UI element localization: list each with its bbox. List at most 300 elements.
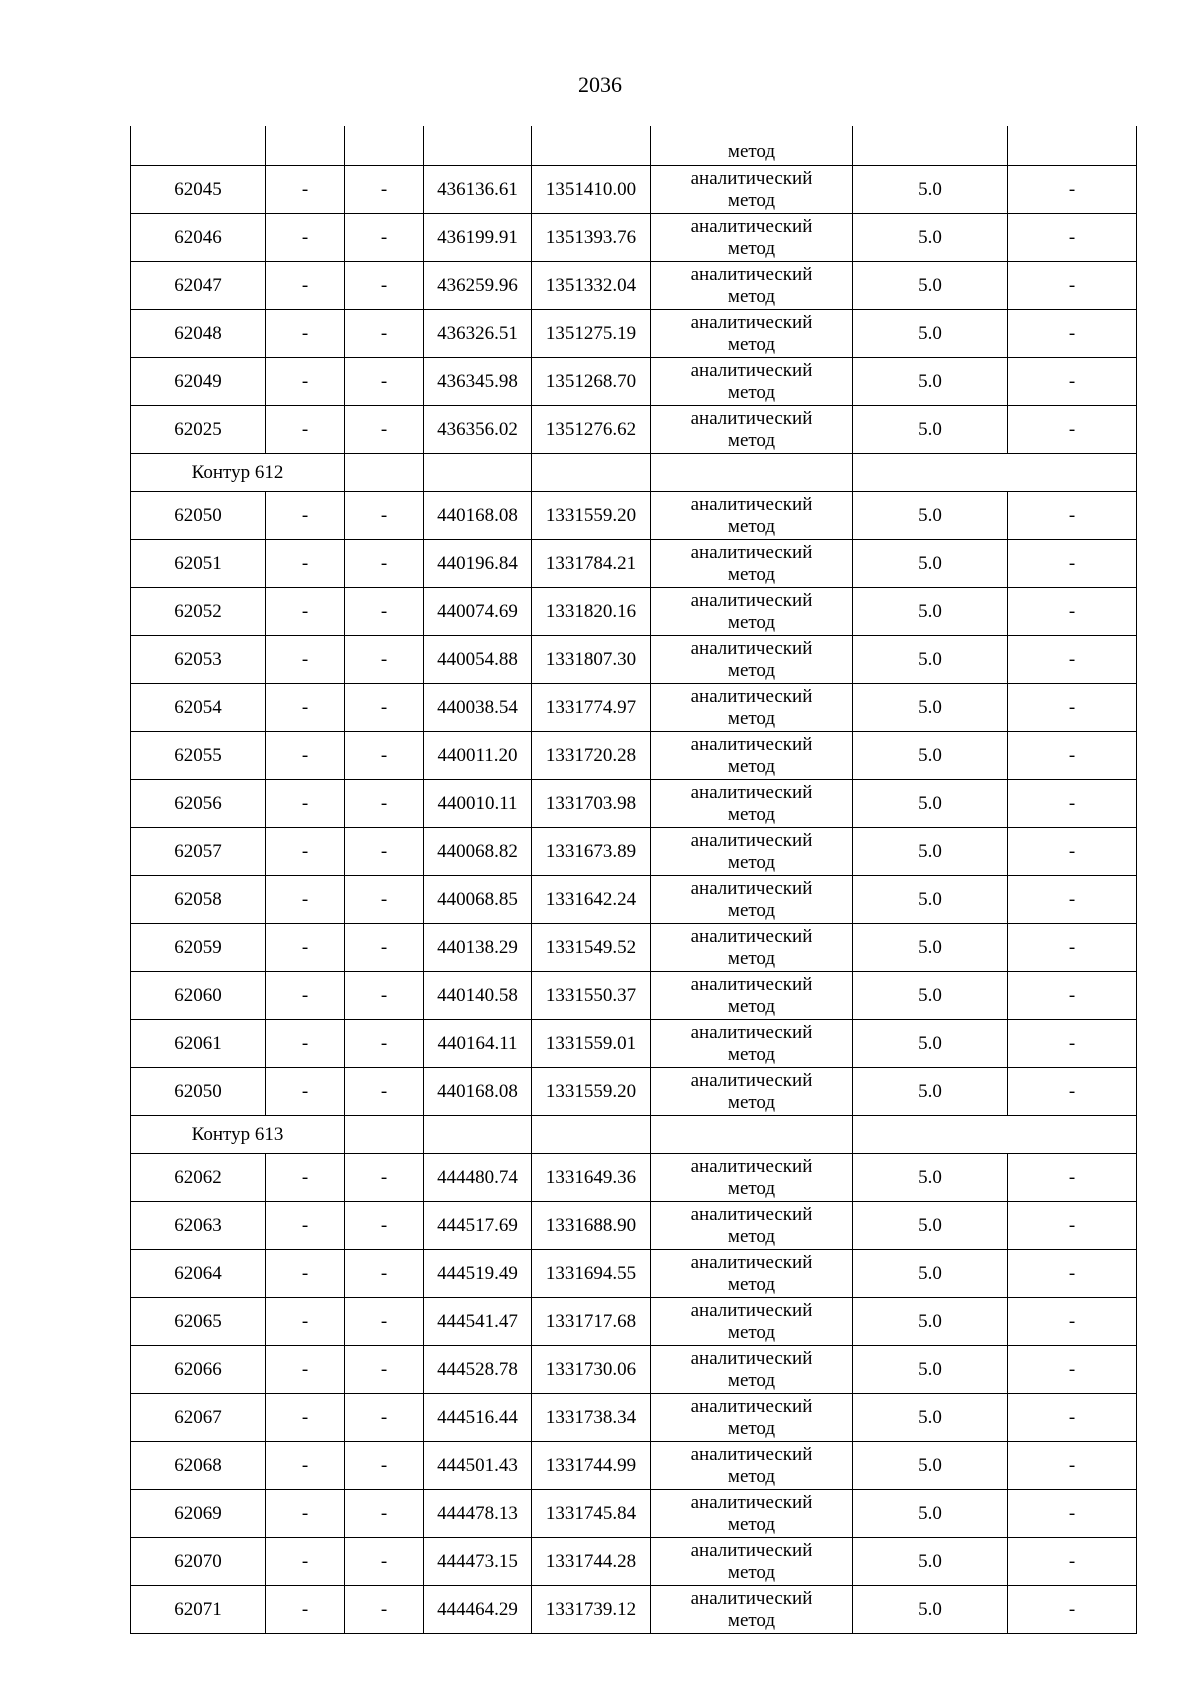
cell-col2: - <box>266 924 345 972</box>
cell-accuracy: 5.0 <box>853 588 1008 636</box>
table-row <box>131 1154 1137 1202</box>
cell-last <box>1008 126 1137 166</box>
cell-last: - <box>1008 406 1137 454</box>
cell-last: - <box>1008 972 1137 1020</box>
method-line-2: метод <box>727 995 776 1017</box>
cell-x <box>424 1116 532 1154</box>
method-line-2: метод <box>727 1513 776 1535</box>
method-line-1: аналитический <box>690 407 813 429</box>
cell-method <box>651 1442 853 1490</box>
table-row <box>131 972 1137 1020</box>
table-row <box>131 1250 1137 1298</box>
cell-col3: - <box>345 588 424 636</box>
method-line-1: аналитический <box>690 1443 813 1465</box>
method-line-1: аналитический <box>690 493 813 515</box>
table-row <box>131 588 1137 636</box>
cell-method <box>651 588 853 636</box>
cell-y: 1331550.37 <box>532 972 651 1020</box>
cell-y: 1351276.62 <box>532 406 651 454</box>
cell-x: 440168.08 <box>424 492 532 540</box>
cell-method: метод <box>651 126 853 166</box>
cell-last: - <box>1008 876 1137 924</box>
cell-col2: - <box>266 1068 345 1116</box>
method-line-1: аналитический <box>690 215 813 237</box>
method-line-2: метод <box>727 1321 776 1343</box>
cell-col2: - <box>266 780 345 828</box>
cell-point-id: 62054 <box>131 684 266 732</box>
cell-accuracy: 5.0 <box>853 1298 1008 1346</box>
cell-y: 1331720.28 <box>532 732 651 780</box>
cell-y: 1351275.19 <box>532 310 651 358</box>
cell-method <box>651 492 853 540</box>
method-line-1: аналитический <box>690 877 813 899</box>
cell-accuracy: 5.0 <box>853 1020 1008 1068</box>
method-line-2: метод <box>727 381 776 403</box>
cell-col2: - <box>266 876 345 924</box>
cell-method <box>651 454 853 492</box>
cell-last: - <box>1008 1538 1137 1586</box>
cell-y: 1331744.99 <box>532 1442 651 1490</box>
method-line-2: метод <box>727 237 776 259</box>
cell-col2: - <box>266 262 345 310</box>
method-line-2: метод <box>727 1465 776 1487</box>
cell-method <box>651 262 853 310</box>
cell-col3: - <box>345 1490 424 1538</box>
table-row <box>131 1586 1137 1634</box>
cell-last: - <box>1008 1442 1137 1490</box>
cell-col3: - <box>345 214 424 262</box>
cell-y <box>532 1116 651 1154</box>
method-line-1: аналитический <box>690 263 813 285</box>
cell-col2 <box>266 126 345 166</box>
cell-method <box>651 684 853 732</box>
cell-point-id: 62066 <box>131 1346 266 1394</box>
cell-y: 1351393.76 <box>532 214 651 262</box>
cell-last: - <box>1008 780 1137 828</box>
method-line-1: аналитический <box>690 1155 813 1177</box>
method-line-1: аналитический <box>690 1203 813 1225</box>
cell-col2: - <box>266 492 345 540</box>
contour-label: Контур 613 <box>131 1116 345 1154</box>
cell-col3: - <box>345 1020 424 1068</box>
cell-method <box>651 406 853 454</box>
cell-last: - <box>1008 924 1137 972</box>
cell-last: - <box>1008 262 1137 310</box>
cell-x: 440140.58 <box>424 972 532 1020</box>
cell-col3: - <box>345 1068 424 1116</box>
cell-accuracy: 5.0 <box>853 310 1008 358</box>
cell-col2: - <box>266 1250 345 1298</box>
table-row <box>131 262 1137 310</box>
cell-point-id: 62056 <box>131 780 266 828</box>
table-row <box>131 1394 1137 1442</box>
cell-col3: - <box>345 636 424 684</box>
cell-col3: - <box>345 1394 424 1442</box>
cell-accuracy: 5.0 <box>853 262 1008 310</box>
cell-col2: - <box>266 540 345 588</box>
cell-col2: - <box>266 166 345 214</box>
method-line-1: аналитический <box>690 829 813 851</box>
cell-accuracy: 5.0 <box>853 828 1008 876</box>
cell-x: 440068.82 <box>424 828 532 876</box>
coordinates-table <box>130 126 1137 1634</box>
cell-x: 444517.69 <box>424 1202 532 1250</box>
method-line-1: аналитический <box>690 1021 813 1043</box>
cell-x: 440168.08 <box>424 1068 532 1116</box>
method-line-1: аналитический <box>690 781 813 803</box>
cell-x: 440074.69 <box>424 588 532 636</box>
cell-last: - <box>1008 310 1137 358</box>
cell-x: 436356.02 <box>424 406 532 454</box>
cell-method <box>651 1250 853 1298</box>
cell-x: 440054.88 <box>424 636 532 684</box>
method-line-2: метод <box>727 1369 776 1391</box>
method-line-2: метод <box>727 851 776 873</box>
cell-last: - <box>1008 1298 1137 1346</box>
cell-last: - <box>1008 1154 1137 1202</box>
cell-x: 436136.61 <box>424 166 532 214</box>
table-row <box>131 358 1137 406</box>
cell-accuracy: 5.0 <box>853 780 1008 828</box>
cell-point-id: 62071 <box>131 1586 266 1634</box>
cell-col2: - <box>266 1586 345 1634</box>
cell-point-id: 62047 <box>131 262 266 310</box>
cell-accuracy: 5.0 <box>853 1068 1008 1116</box>
cell-last: - <box>1008 358 1137 406</box>
method-line-2: метод <box>727 1225 776 1247</box>
cell-method <box>651 780 853 828</box>
cell-point-id: 62057 <box>131 828 266 876</box>
cell-y: 1331688.90 <box>532 1202 651 1250</box>
cell-col3: - <box>345 406 424 454</box>
cell-point-id: 62061 <box>131 1020 266 1068</box>
cell-accuracy: 5.0 <box>853 166 1008 214</box>
table-row <box>131 166 1137 214</box>
cell-col2: - <box>266 1298 345 1346</box>
cell-last: - <box>1008 732 1137 780</box>
table-row <box>131 310 1137 358</box>
cell-x: 440164.11 <box>424 1020 532 1068</box>
cell-last: - <box>1008 492 1137 540</box>
cell-method <box>651 540 853 588</box>
cell-accuracy: 5.0 <box>853 406 1008 454</box>
method-line-1: аналитический <box>690 541 813 563</box>
cell-point-id: 62050 <box>131 1068 266 1116</box>
cell-last: - <box>1008 1490 1137 1538</box>
cell-method <box>651 1020 853 1068</box>
cell-col2: - <box>266 1394 345 1442</box>
cell-y: 1331559.20 <box>532 1068 651 1116</box>
cell-accuracy: 5.0 <box>853 1154 1008 1202</box>
cell-col2: - <box>266 1490 345 1538</box>
cell-col3: - <box>345 684 424 732</box>
cell-accuracy: 5.0 <box>853 636 1008 684</box>
cell-col2: - <box>266 732 345 780</box>
table-row <box>131 924 1137 972</box>
cell-point-id <box>131 126 266 166</box>
cell-accuracy: 5.0 <box>853 924 1008 972</box>
method-line-2: метод <box>727 1177 776 1199</box>
cell-point-id: 62059 <box>131 924 266 972</box>
cell-method <box>651 732 853 780</box>
cell-x: 444480.74 <box>424 1154 532 1202</box>
cell-y: 1351410.00 <box>532 166 651 214</box>
cell-y: 1331744.28 <box>532 1538 651 1586</box>
method-line-1: аналитический <box>690 973 813 995</box>
table-row <box>131 540 1137 588</box>
method-line-2: метод <box>727 1561 776 1583</box>
cell-y: 1331784.21 <box>532 540 651 588</box>
cell-col2: - <box>266 1538 345 1586</box>
cell-col2: - <box>266 1202 345 1250</box>
cell-method <box>651 828 853 876</box>
table-row <box>131 1298 1137 1346</box>
table-row <box>131 732 1137 780</box>
table-row <box>131 492 1137 540</box>
cell-accuracy: 5.0 <box>853 1346 1008 1394</box>
cell-method <box>651 1346 853 1394</box>
method-line-2: метод <box>727 1609 776 1631</box>
method-line-2: метод <box>727 611 776 633</box>
cell-col2: - <box>266 684 345 732</box>
cell-col2: - <box>266 406 345 454</box>
table-row <box>131 876 1137 924</box>
cell-col3: - <box>345 876 424 924</box>
cell-x: 444528.78 <box>424 1346 532 1394</box>
cell-x: 440038.54 <box>424 684 532 732</box>
cell-accuracy: 5.0 <box>853 1394 1008 1442</box>
cell-x: 436259.96 <box>424 262 532 310</box>
page-number: 2036 <box>578 72 622 97</box>
cell-y: 1331549.52 <box>532 924 651 972</box>
cell-y: 1331738.34 <box>532 1394 651 1442</box>
cell-last: - <box>1008 1586 1137 1634</box>
cell-col3: - <box>345 972 424 1020</box>
cell-accuracy: 5.0 <box>853 684 1008 732</box>
cell-x: 444541.47 <box>424 1298 532 1346</box>
cell-point-id: 62070 <box>131 1538 266 1586</box>
cell-method <box>651 1154 853 1202</box>
cell-accuracy <box>853 126 1008 166</box>
cell-x: 444519.49 <box>424 1250 532 1298</box>
cell-y: 1331559.20 <box>532 492 651 540</box>
contour-label: Контур 612 <box>131 454 345 492</box>
cell-last: - <box>1008 1346 1137 1394</box>
cell-accuracy: 5.0 <box>853 1250 1008 1298</box>
cell-x: 440138.29 <box>424 924 532 972</box>
cell-accuracy-last <box>853 454 1137 492</box>
contour-row <box>131 1116 1137 1154</box>
cell-accuracy: 5.0 <box>853 214 1008 262</box>
table-row-continued <box>131 126 1137 166</box>
cell-col2: - <box>266 1346 345 1394</box>
cell-x: 444473.15 <box>424 1538 532 1586</box>
cell-accuracy: 5.0 <box>853 876 1008 924</box>
table-row <box>131 1490 1137 1538</box>
cell-col3: - <box>345 358 424 406</box>
method-line-1: аналитический <box>690 1539 813 1561</box>
cell-y: 1331745.84 <box>532 1490 651 1538</box>
cell-last: - <box>1008 684 1137 732</box>
cell-col2: - <box>266 1442 345 1490</box>
cell-point-id: 62062 <box>131 1154 266 1202</box>
cell-last: - <box>1008 828 1137 876</box>
cell-point-id: 62048 <box>131 310 266 358</box>
cell-col2: - <box>266 636 345 684</box>
cell-last: - <box>1008 1250 1137 1298</box>
cell-col3 <box>345 1116 424 1154</box>
cell-col3: - <box>345 1346 424 1394</box>
method-line-1: аналитический <box>690 1251 813 1273</box>
cell-method <box>651 1116 853 1154</box>
table-body <box>131 126 1137 1634</box>
method-line-1: аналитический <box>690 359 813 381</box>
cell-y: 1331739.12 <box>532 1586 651 1634</box>
cell-y: 1331642.24 <box>532 876 651 924</box>
table-row <box>131 1538 1137 1586</box>
method-line-1: аналитический <box>690 1587 813 1609</box>
method-line-2: метод <box>727 1043 776 1065</box>
cell-y: 1331649.36 <box>532 1154 651 1202</box>
cell-col2: - <box>266 1020 345 1068</box>
cell-last: - <box>1008 588 1137 636</box>
cell-col3: - <box>345 1154 424 1202</box>
cell-col3: - <box>345 1202 424 1250</box>
cell-accuracy: 5.0 <box>853 540 1008 588</box>
method-line-1: аналитический <box>690 733 813 755</box>
cell-method <box>651 924 853 972</box>
cell-col3: - <box>345 262 424 310</box>
cell-x <box>424 454 532 492</box>
cell-point-id: 62068 <box>131 1442 266 1490</box>
method-line-2: метод <box>727 333 776 355</box>
cell-point-id: 62050 <box>131 492 266 540</box>
cell-col3: - <box>345 166 424 214</box>
table-row <box>131 1202 1137 1250</box>
cell-accuracy: 5.0 <box>853 732 1008 780</box>
cell-accuracy: 5.0 <box>853 1202 1008 1250</box>
cell-x: 440011.20 <box>424 732 532 780</box>
method-line-2: метод <box>727 563 776 585</box>
method-line-2: метод <box>727 285 776 307</box>
cell-y: 1331717.68 <box>532 1298 651 1346</box>
cell-y <box>532 126 651 166</box>
cell-col2: - <box>266 588 345 636</box>
table-row <box>131 684 1137 732</box>
method-line-2: метод <box>727 515 776 537</box>
cell-method <box>651 310 853 358</box>
cell-y: 1331774.97 <box>532 684 651 732</box>
cell-point-id: 62058 <box>131 876 266 924</box>
cell-col3: - <box>345 828 424 876</box>
cell-col2: - <box>266 1154 345 1202</box>
cell-method <box>651 876 853 924</box>
method-line-1: аналитический <box>690 1491 813 1513</box>
cell-last: - <box>1008 214 1137 262</box>
cell-y: 1331559.01 <box>532 1020 651 1068</box>
cell-point-id: 62067 <box>131 1394 266 1442</box>
cell-col3: - <box>345 492 424 540</box>
cell-last: - <box>1008 1020 1137 1068</box>
table-row <box>131 636 1137 684</box>
cell-col3 <box>345 126 424 166</box>
cell-accuracy: 5.0 <box>853 1442 1008 1490</box>
method-line-2: метод <box>727 755 776 777</box>
method-line-2: метод <box>727 899 776 921</box>
cell-col3: - <box>345 1538 424 1586</box>
cell-x: 436345.98 <box>424 358 532 406</box>
cell-accuracy: 5.0 <box>853 1586 1008 1634</box>
cell-x: 440010.11 <box>424 780 532 828</box>
method-line-2: метод <box>727 1091 776 1113</box>
cell-y: 1351268.70 <box>532 358 651 406</box>
cell-x <box>424 126 532 166</box>
cell-x: 444478.13 <box>424 1490 532 1538</box>
cell-accuracy: 5.0 <box>853 1490 1008 1538</box>
cell-point-id: 62069 <box>131 1490 266 1538</box>
cell-point-id: 62049 <box>131 358 266 406</box>
table-row <box>131 1068 1137 1116</box>
cell-y: 1331694.55 <box>532 1250 651 1298</box>
cell-y: 1331820.16 <box>532 588 651 636</box>
table-row <box>131 1346 1137 1394</box>
cell-method <box>651 166 853 214</box>
method-line-1: аналитический <box>690 1347 813 1369</box>
cell-method <box>651 972 853 1020</box>
cell-col3: - <box>345 732 424 780</box>
method-line-2: метод <box>727 659 776 681</box>
cell-x: 440196.84 <box>424 540 532 588</box>
method-line-1: аналитический <box>690 925 813 947</box>
cell-method <box>651 636 853 684</box>
cell-last: - <box>1008 166 1137 214</box>
cell-method <box>651 1202 853 1250</box>
method-line-1: аналитический <box>690 1395 813 1417</box>
cell-point-id: 62046 <box>131 214 266 262</box>
cell-method <box>651 1068 853 1116</box>
cell-point-id: 62052 <box>131 588 266 636</box>
cell-x: 436199.91 <box>424 214 532 262</box>
method-line-1: аналитический <box>690 1299 813 1321</box>
method-line-1: аналитический <box>690 589 813 611</box>
cell-last: - <box>1008 540 1137 588</box>
cell-y: 1351332.04 <box>532 262 651 310</box>
method-line-2: метод <box>727 189 776 211</box>
cell-last: - <box>1008 1068 1137 1116</box>
cell-point-id: 62025 <box>131 406 266 454</box>
cell-method <box>651 1538 853 1586</box>
method-line-1: аналитический <box>690 1069 813 1091</box>
cell-col3: - <box>345 924 424 972</box>
table-row <box>131 406 1137 454</box>
table-row <box>131 828 1137 876</box>
cell-accuracy: 5.0 <box>853 492 1008 540</box>
method-line-2: метод <box>727 1417 776 1439</box>
method-line-2: метод <box>727 1273 776 1295</box>
method-line-1: аналитический <box>690 637 813 659</box>
cell-last: - <box>1008 1394 1137 1442</box>
cell-col2: - <box>266 828 345 876</box>
method-line-1: аналитический <box>690 685 813 707</box>
table-row <box>131 214 1137 262</box>
cell-accuracy: 5.0 <box>853 1538 1008 1586</box>
cell-col3: - <box>345 1298 424 1346</box>
table-row <box>131 1442 1137 1490</box>
method-line-1: аналитический <box>690 167 813 189</box>
cell-col3: - <box>345 310 424 358</box>
cell-point-id: 62051 <box>131 540 266 588</box>
cell-col3: - <box>345 1586 424 1634</box>
